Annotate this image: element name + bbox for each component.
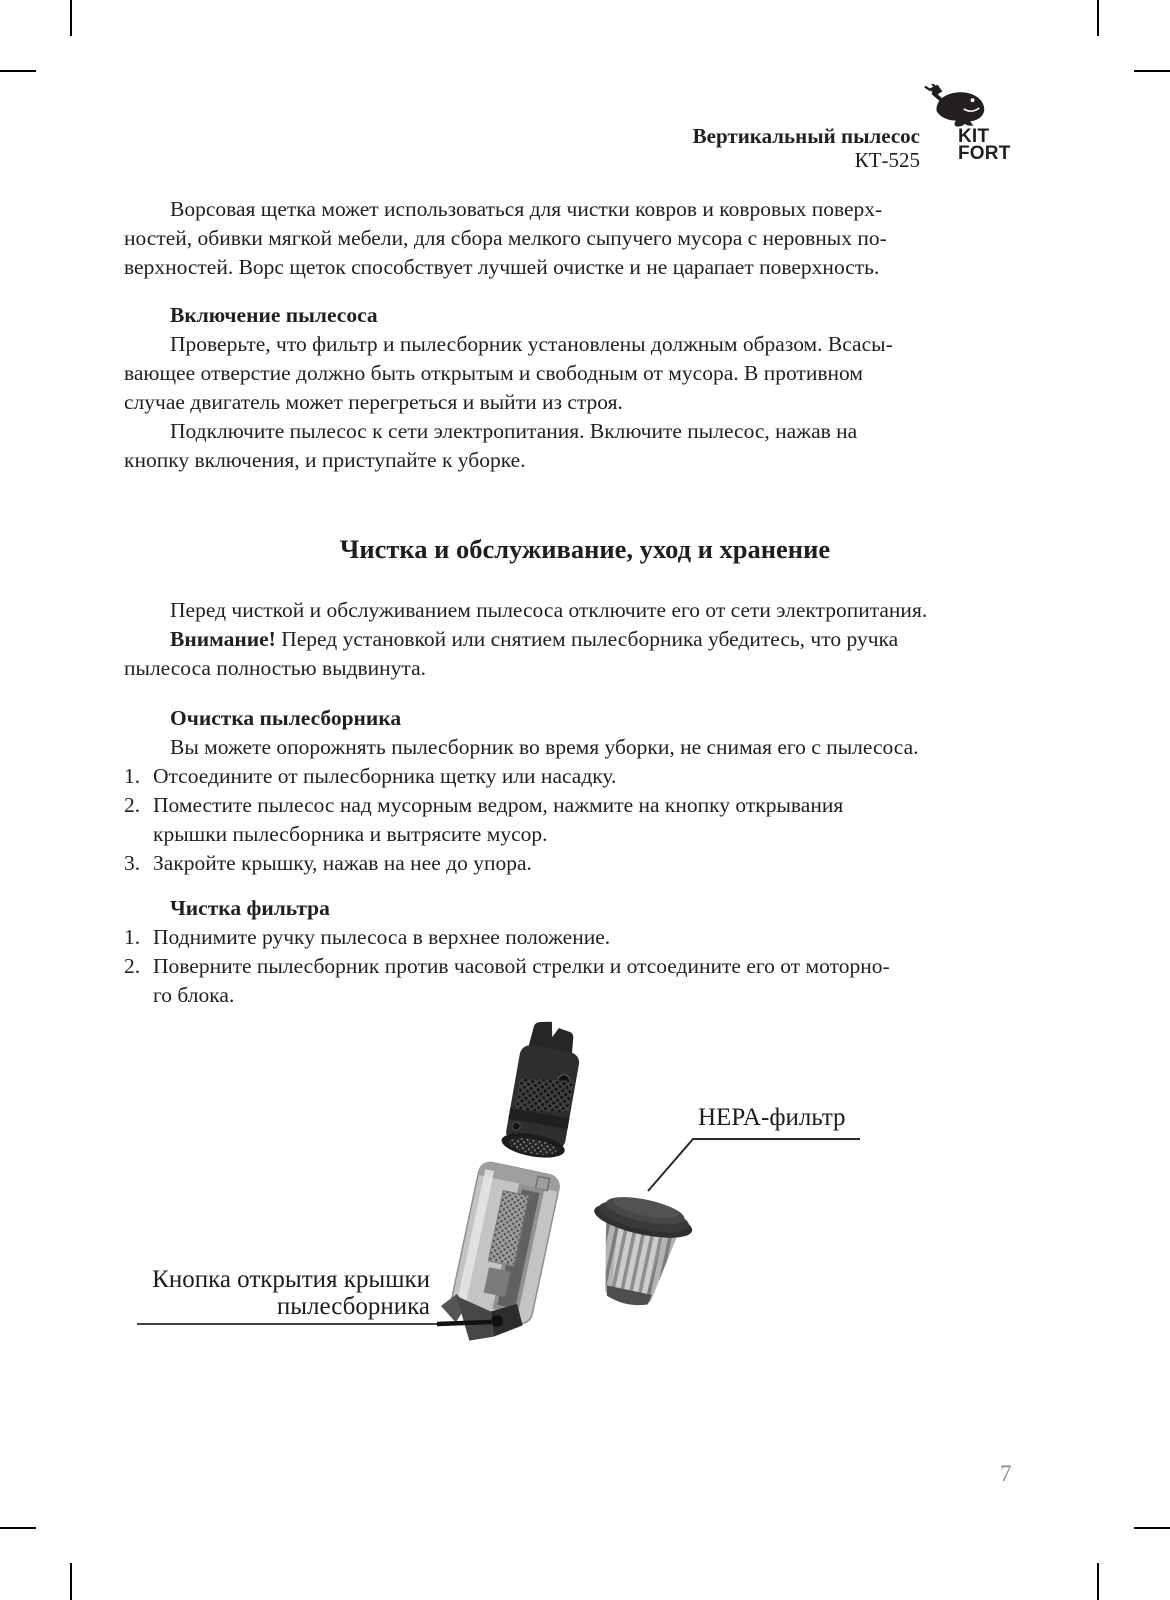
list-text: Поверните пылесборник против часовой стрелки и отсоедините его от моторно- <box>153 954 890 978</box>
figure-label-hepa-filter: HEPA-фильтр <box>698 1104 846 1131</box>
crop-mark-bottom-right-h <box>1134 1527 1170 1529</box>
crop-mark-top-left-h <box>0 70 36 72</box>
paragraph-brush <box>124 195 1054 282</box>
figure-label-line: пылесборника <box>276 1293 430 1320</box>
crop-mark-top-right-h <box>1134 70 1170 72</box>
whale-eye <box>971 98 975 102</box>
paragraph-check <box>124 330 1054 417</box>
attention-rest: Перед установкой или снятием пылесборника убедитесь, что ручка <box>275 627 899 651</box>
text-line: Ворсовая щетка может использоваться для чистки ковров и ковровых поверх- <box>170 197 883 221</box>
list-item <box>124 952 1054 981</box>
list-number: 1. <box>124 764 141 788</box>
figure-label-open-button <box>130 1266 430 1320</box>
attention-bold: Внимание! <box>170 627 276 651</box>
list-number: 1. <box>124 925 141 949</box>
list-item <box>124 791 1054 820</box>
subheading-power-on: Включение пылесоса <box>170 303 378 327</box>
list-text: Поднимите ручку пылесоса в верхнее положение. <box>153 925 611 949</box>
hepa-label-leader-line <box>648 1139 860 1191</box>
text-line: верхностей. Ворс щеток способствует лучшей очистке и не царапает поверхность. <box>124 255 880 279</box>
section-heading-maintenance: Чистка и обслуживание, уход и хранение <box>339 534 831 564</box>
brand-text-kit: KIT <box>958 126 990 147</box>
text-line: случае двигатель может перегреться и выйти из строя. <box>124 390 623 414</box>
list-dustbin <box>124 762 1054 878</box>
text-line: Подключите пылесос к сети электропитания. Включите пылесос, нажав на <box>170 419 858 443</box>
brand-text-fort: FORT <box>958 143 1011 164</box>
motor-unit-illustration <box>500 1017 587 1162</box>
list-number: 2. <box>124 954 141 978</box>
brand-logo <box>920 84 1030 162</box>
list-item-continuation: го блока. <box>153 983 235 1007</box>
list-text: Закройте крышку, нажав на нее до упора. <box>153 851 532 875</box>
product-title: Вертикальный пылесос <box>692 124 920 148</box>
list-number: 2. <box>124 793 141 817</box>
list-item <box>124 762 1054 791</box>
text-line: вающее отверстие должно быть открытым и свободным от мусора. В противном <box>124 361 863 385</box>
whale-plug-icon <box>922 84 990 128</box>
product-model: КТ-525 <box>854 148 920 172</box>
text-line: ностей, обивки мягкой мебели, для сбора мелкого сыпучего мусора с неровных по- <box>124 226 887 250</box>
paragraph-before-cleaning: Перед чисткой и обслуживанием пылесоса отключите его от сети электропитания. <box>170 598 928 622</box>
text-line: кнопку включения, и приступайте к уборке. <box>124 448 526 472</box>
page-number: 7 <box>1000 1461 1012 1486</box>
subheading-dustbin: Очистка пылесборника <box>170 706 402 730</box>
figure-label-line: Кнопка открытия крышки <box>152 1266 430 1293</box>
subheading-filter: Чистка фильтра <box>170 896 330 920</box>
crop-mark-top-left-v <box>70 0 72 36</box>
list-text: Отсоедините от пылесборника щетку или насадку. <box>153 764 617 788</box>
crop-mark-bottom-left-h <box>0 1527 36 1529</box>
list-item <box>124 849 1054 878</box>
crop-mark-top-right-v <box>1097 0 1099 36</box>
list-number: 3. <box>124 851 141 875</box>
paragraph-dustbin-intro: Вы можете опорожнять пылесборник во время уборки, не снимая его с пылесоса. <box>170 735 919 759</box>
list-item <box>124 923 1054 952</box>
list-item-continuation: крышки пылесборника и вытрясите мусор. <box>153 822 548 846</box>
text-line <box>124 625 1054 654</box>
text-line: Проверьте, что фильтр и пылесборник установлены должным образом. Всасы- <box>170 332 893 356</box>
text-line: пылесоса полностью выдвинута. <box>124 656 427 680</box>
hepa-filter-illustration <box>577 1190 697 1314</box>
page-header <box>693 124 920 172</box>
paragraph-connect <box>124 417 1054 475</box>
list-text: Поместите пылесос над мусорным ведром, нажмите на кнопку открывания <box>153 793 844 817</box>
list-filter <box>124 923 1054 1010</box>
crop-mark-bottom-right-v <box>1097 1563 1099 1600</box>
paragraph-attention <box>124 625 1054 683</box>
crop-mark-bottom-left-v <box>70 1563 72 1600</box>
